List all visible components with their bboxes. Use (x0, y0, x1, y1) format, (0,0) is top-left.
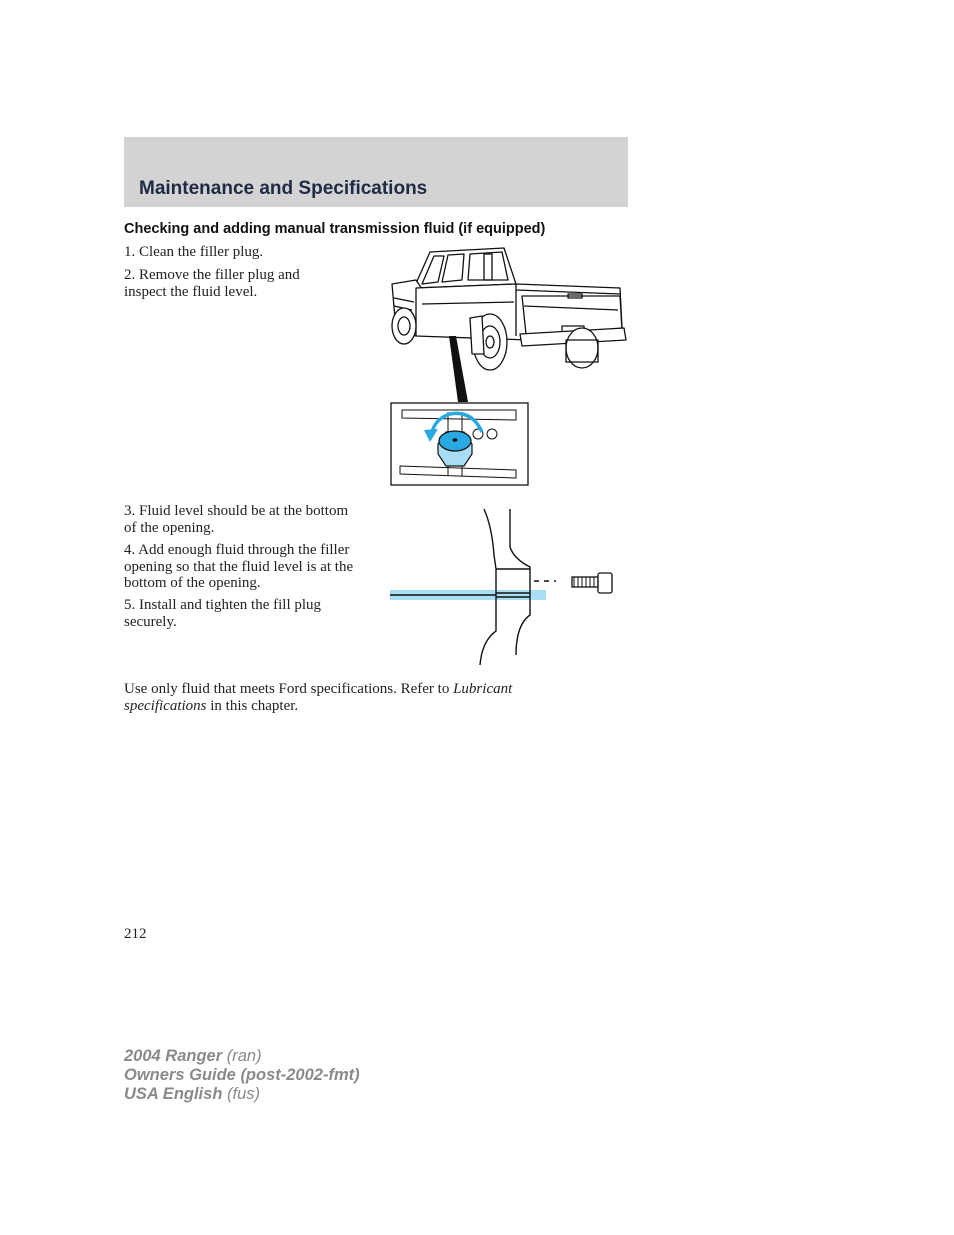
step-5: 5. Install and tighten the fill plug securely. (124, 597, 322, 630)
step-3: 3. Fluid level should be at the bottom of the opening. (124, 503, 349, 536)
footer-model-code: (ran) (222, 1047, 262, 1065)
footer-guide: Owners Guide (post-2002-fmt) (124, 1066, 360, 1084)
section-title: Maintenance and Specifications (139, 178, 428, 199)
subheading: Checking and adding manual transmission fluid (if equipped) (124, 221, 546, 237)
document-footer (124, 1047, 360, 1104)
lubricant-specifications-reference: Lubricant specifications (124, 681, 513, 714)
footer-language-code: (fus) (222, 1085, 260, 1103)
footer-language: USA English (124, 1085, 223, 1103)
note-text-end: in this chapter. (206, 697, 299, 714)
lubricant-note (124, 681, 594, 714)
truck-illustration (386, 244, 632, 402)
note-text: Use only fluid that meets Ford specifications. Refer to (124, 681, 454, 697)
fluid-level-diagram (388, 507, 618, 669)
step-4: 4. Add enough fluid through the filler opening so that the fluid level is at the bottom of the opening. (124, 542, 354, 591)
footer-model: 2004 Ranger (124, 1047, 223, 1065)
page-number: 212 (124, 926, 147, 942)
step-1: 1. Clean the filler plug. (124, 244, 264, 260)
step-2: 2. Remove the filler plug and inspect the fluid level. (124, 267, 300, 300)
filler-plug-detail-illustration (390, 402, 530, 487)
